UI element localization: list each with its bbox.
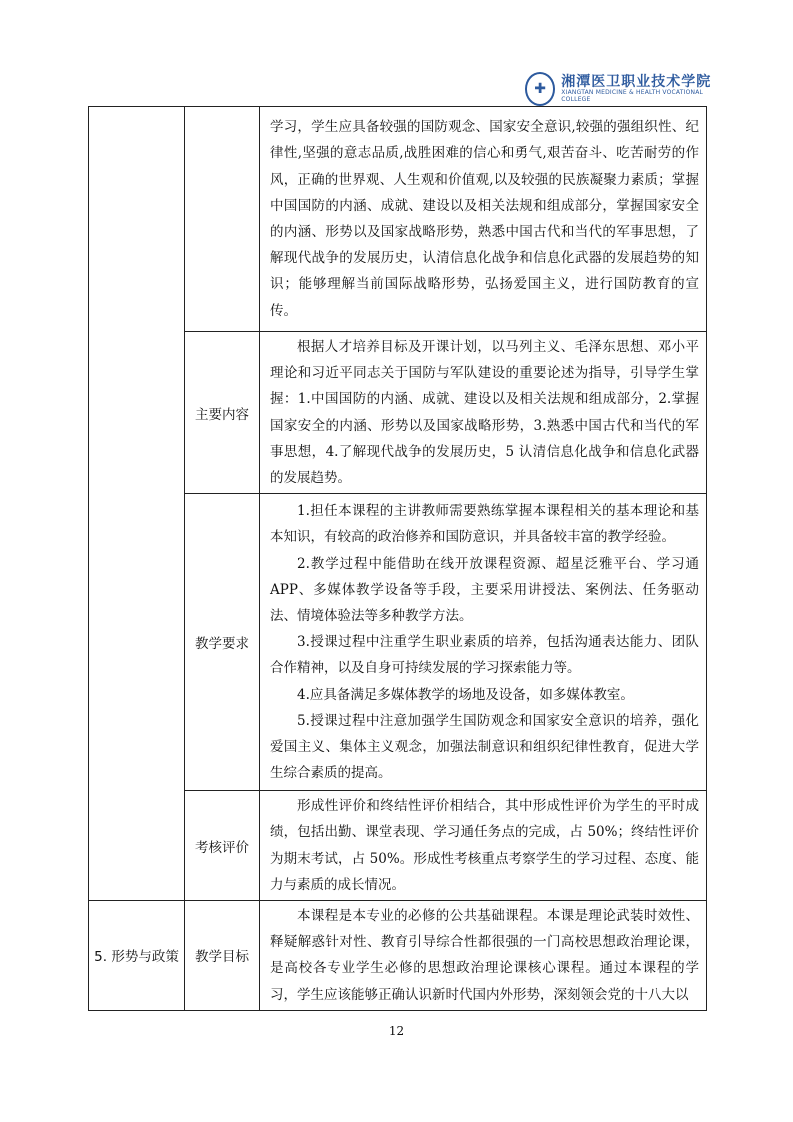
requirement-item: 4.应具备满足多媒体教学的场地及设备，如多媒体教室。 [297,686,634,703]
objective-content-text: 学习，学生应具备较强的国防观念、国家安全意识,较强的强组织性、纪律性,坚强的意志品质,战胜困难的信心和勇气,艰苦奋斗、吃苦耐劳的作风，正确的世界观、人生观和价值观,以及较强的民族凝聚力素质；掌握中国国防的内涵、成就、建设以及相关法规和组成部分，掌握国家安全的内涵、形势以及国家战略形势，熟悉中国古代和当代的军事思想，了解现代战争的发展历史，认清信息化战争和信息化武器的发展趋势的知识；能够理解当前国际战略形势，弘扬爱国主义，进行国防教育的宣传。 [270,119,699,319]
teaching-requirements-label: 教学要求 [185,494,260,791]
course-name-cell: 5. 形势与政策 [89,901,185,1011]
objective-content-cell [260,107,707,332]
main-content-text: 根据人才培养目标及开课计划，以马列主义、毛泽东思想、邓小平理论和习近平同志关于国防与军队建设的重要论述为指导，引导学生掌握：1.中国国防的内涵、成就、建设以及相关法规和组成部分，2.掌握国家安全的内涵、形势以及国家战略形势，3.熟悉中国古代和当代的军事思想，4.了解现代战争的发展历史，5 认清信息化战争和信息化武器的发展趋势。 [270,339,699,487]
page-number: 12 [388,1024,405,1038]
requirement-item: 5.授课过程中注意加强学生国防观念和国家安全意识的培养，强化爱国主义、集体主义观念，加强法制意识和组织纪律性教育，促进大学生综合素质的提高。 [270,712,699,782]
teaching-objective-label: 教学目标 [185,901,260,1011]
logo-chinese-name: 湘潭医卫职业技术学院 [561,73,712,90]
course-name-cell-empty [89,107,185,901]
requirement-item: 3.授课过程中注重学生职业素质的培养，包括沟通表达能力、团队合作精神，以及自身可持续发展的学习探索能力等。 [270,634,699,677]
logo-english-name: XIANGTAN MEDICINE & HEALTH VOCATIONAL COLLEGE [561,89,704,103]
label-cell-empty [185,107,260,332]
logo-text [561,75,713,104]
college-emblem-icon: ✚ [525,72,555,106]
teaching-objective-text: 本课程是本专业的必修的公共基础课程。本课是理论武装时效性、释疑解惑针对性、教育引导综合性都很强的一门高校思想政治理论课，是高校各专业学生必修的思想政治理论课核心课程。通过本课程的学习，学生应该能够正确认识新时代国内外形势，深刻领会党的十八大以 [270,908,699,1003]
teaching-requirements-cell [260,494,707,791]
requirement-item: 1.担任本课程的主讲教师需要熟练掌握本课程相关的基本理论和基本知识，有较高的政治修养和国防意识，并具备较丰富的教学经验。 [270,503,699,546]
assessment-cell [260,791,707,901]
assessment-text: 形成性评价和终结性评价相结合，其中形成性评价为学生的平时成绩，包括出勤、课堂表现、学习通任务点的完成，占 50%；终结性评价为期末考试，占 50%。形成性考核重点考察学生的学习过程、态度、能力与素质的成长情况。 [270,798,699,893]
table-row [89,901,707,1011]
course-table [88,106,707,1011]
assessment-label: 考核评价 [185,791,260,901]
college-logo [525,70,713,108]
requirement-item: 2.教学过程中能借助在线开放课程资源、超星泛雅平台、学习通APP、多媒体教学设备等手段，主要采用讲授法、案例法、任务驱动法、情境体验法等多种教学方法。 [270,555,699,624]
main-content-cell [260,332,707,494]
table-row [89,107,707,332]
teaching-objective-cell [260,901,707,1011]
main-content-label: 主要内容 [185,332,260,494]
